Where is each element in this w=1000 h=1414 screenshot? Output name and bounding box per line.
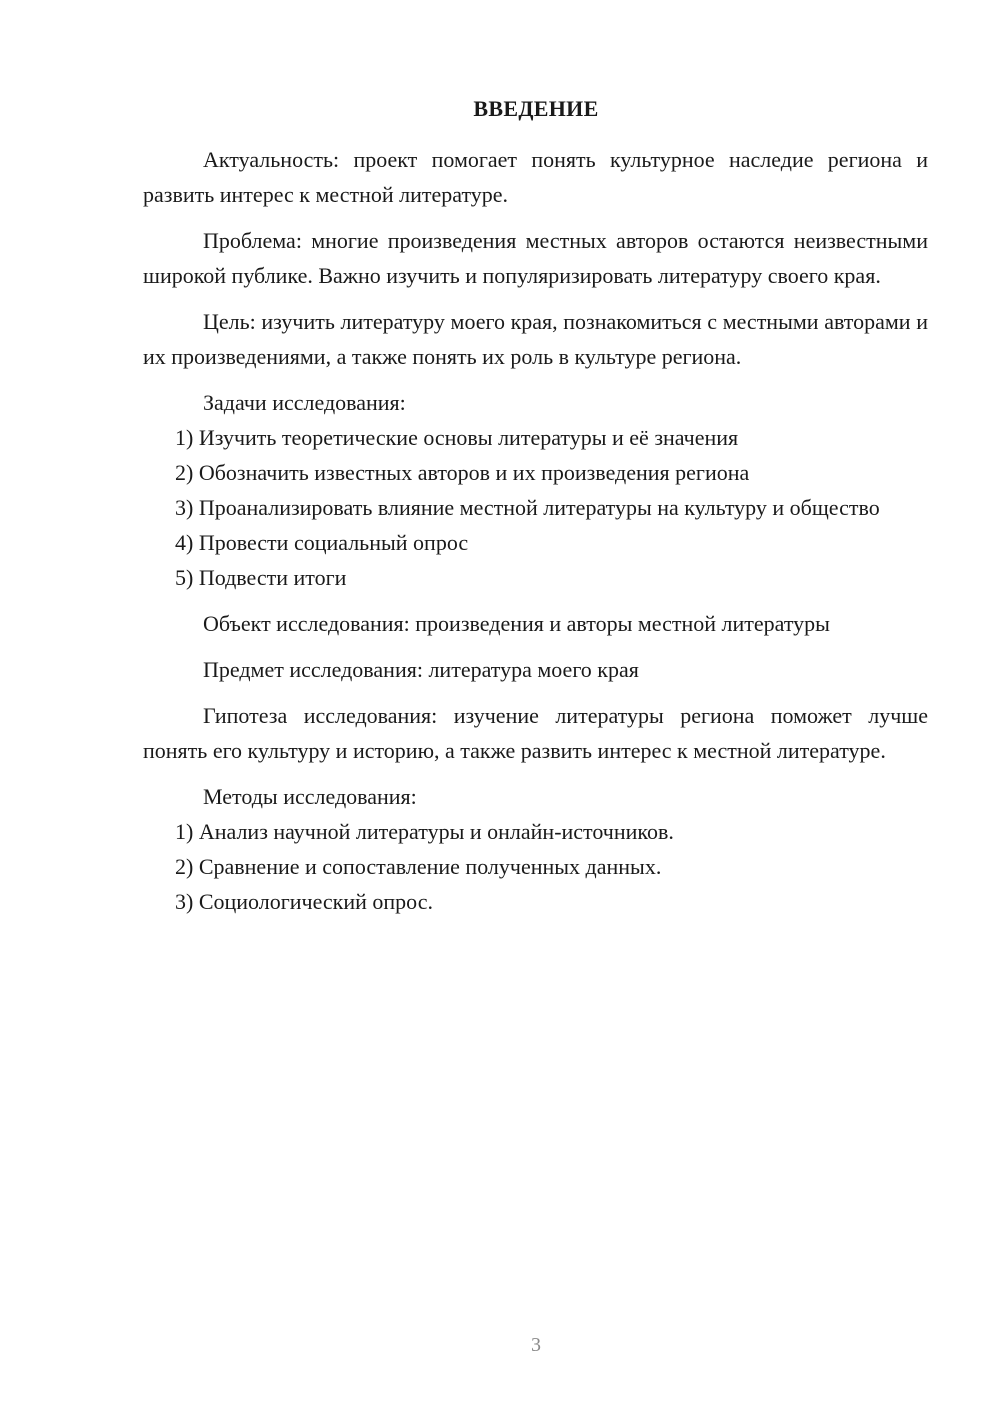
method-item: 2) Сравнение и сопоставление полученных данных. xyxy=(175,854,662,879)
document-body xyxy=(143,142,928,919)
object-paragraph: Объект исследования: произведения и авторы местной литературы xyxy=(203,611,830,636)
tasks-heading: Задачи исследования: xyxy=(203,390,406,415)
task-item: 4) Провести социальный опрос xyxy=(175,530,469,555)
task-item: 2) Обозначить известных авторов и их произведения региона xyxy=(175,460,750,485)
page-number: 3 xyxy=(531,1334,541,1356)
task-item: 1) Изучить теоретические основы литературы и её значения xyxy=(175,425,739,450)
problem-paragraph: Проблема: многие произведения местных авторов остаются неизвестными широкой публике. Важно изучить и популяризировать литературу своего края. xyxy=(143,228,928,288)
method-item: 1) Анализ научной литературы и онлайн-источников. xyxy=(175,819,674,844)
page-title: ВВЕДЕНИЕ xyxy=(473,96,599,121)
hypothesis-paragraph: Гипотеза исследования: изучение литературы региона поможет лучше понять его культуру и историю, а также развить интерес к местной литературе. xyxy=(143,703,928,763)
methods-heading: Методы исследования: xyxy=(203,784,417,809)
goal-paragraph: Цель: изучить литературу моего края, познакомиться с местными авторами и их произведениями, а также понять их роль в культуре региона. xyxy=(143,309,928,369)
relevance-paragraph: Актуальность: проект помогает понять культурное наследие региона и развить интерес к местной литературе. xyxy=(143,147,928,207)
task-item: 3) Проанализировать влияние местной литературы на культуру и общество xyxy=(175,495,880,520)
method-item: 3) Социологический опрос. xyxy=(175,889,433,914)
task-item: 5) Подвести итоги xyxy=(175,565,347,590)
subject-paragraph: Предмет исследования: литература моего края xyxy=(203,657,639,682)
